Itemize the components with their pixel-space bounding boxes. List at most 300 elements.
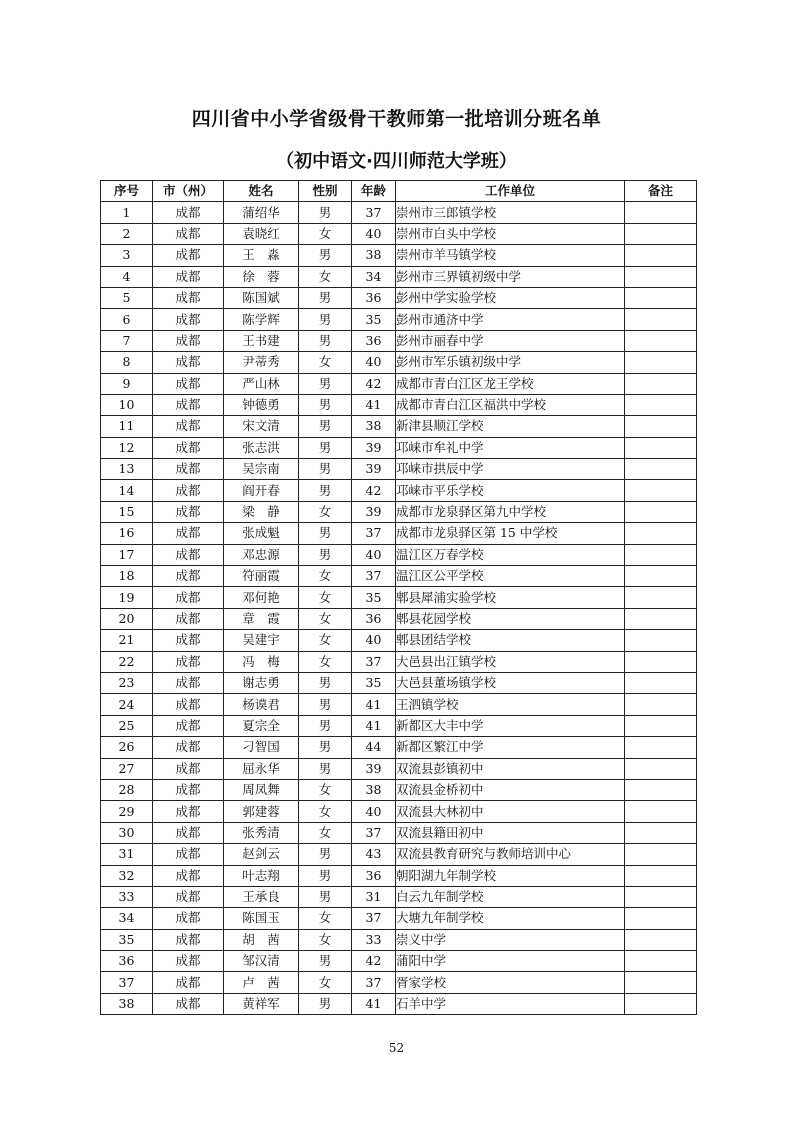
- row-workplace: 大邑县董场镇学校: [396, 672, 625, 693]
- row-gender: 男: [299, 459, 352, 480]
- row-gender: 男: [299, 993, 352, 1014]
- table-row: [101, 844, 697, 865]
- table-row: [101, 587, 697, 608]
- row-gender: 男: [299, 480, 352, 501]
- row-index: 18: [101, 566, 153, 587]
- row-city: 成都: [153, 437, 224, 458]
- row-remarks: [625, 266, 697, 287]
- row-age: 37: [352, 822, 396, 843]
- row-age: 44: [352, 737, 396, 758]
- row-age: 41: [352, 394, 396, 415]
- row-remarks: [625, 416, 697, 437]
- row-city: 成都: [153, 330, 224, 351]
- row-workplace: 白云九年制学校: [396, 886, 625, 907]
- row-gender: 男: [299, 245, 352, 266]
- row-gender: 女: [299, 352, 352, 373]
- row-index: 23: [101, 672, 153, 693]
- row-city: 成都: [153, 266, 224, 287]
- table-row: [101, 245, 697, 266]
- table-row: [101, 694, 697, 715]
- row-workplace: 彭州市军乐镇初级中学: [396, 352, 625, 373]
- row-remarks: [625, 394, 697, 415]
- row-remarks: [625, 908, 697, 929]
- row-name: 王书建: [224, 330, 299, 351]
- row-age: 39: [352, 758, 396, 779]
- row-city: 成都: [153, 223, 224, 244]
- row-remarks: [625, 993, 697, 1014]
- row-gender: 女: [299, 929, 352, 950]
- row-gender: 男: [299, 865, 352, 886]
- row-workplace: 崇义中学: [396, 929, 625, 950]
- row-name: 吴建宇: [224, 630, 299, 651]
- row-gender: 男: [299, 672, 352, 693]
- row-city: 成都: [153, 972, 224, 993]
- row-name: 邓何艳: [224, 587, 299, 608]
- row-workplace: 崇州市白头中学校: [396, 223, 625, 244]
- row-city: 成都: [153, 737, 224, 758]
- row-age: 41: [352, 715, 396, 736]
- row-gender: 女: [299, 266, 352, 287]
- row-remarks: [625, 865, 697, 886]
- row-city: 成都: [153, 459, 224, 480]
- row-age: 39: [352, 501, 396, 522]
- table-row: [101, 459, 697, 480]
- row-remarks: [625, 972, 697, 993]
- row-remarks: [625, 587, 697, 608]
- table-row: [101, 758, 697, 779]
- row-city: 成都: [153, 886, 224, 907]
- row-remarks: [625, 737, 697, 758]
- row-remarks: [625, 779, 697, 800]
- row-remarks: [625, 373, 697, 394]
- row-age: 36: [352, 865, 396, 886]
- row-city: 成都: [153, 908, 224, 929]
- row-city: 成都: [153, 202, 224, 223]
- row-index: 34: [101, 908, 153, 929]
- table-row: [101, 865, 697, 886]
- row-name: 张秀清: [224, 822, 299, 843]
- row-remarks: [625, 352, 697, 373]
- row-age: 36: [352, 608, 396, 629]
- row-index: 2: [101, 223, 153, 244]
- table-header-row: [101, 181, 697, 202]
- table-row: [101, 801, 697, 822]
- row-remarks: [625, 672, 697, 693]
- row-age: 39: [352, 459, 396, 480]
- row-city: 成都: [153, 245, 224, 266]
- row-city: 成都: [153, 566, 224, 587]
- table-row: [101, 715, 697, 736]
- row-workplace: 双流县金桥初中: [396, 779, 625, 800]
- row-index: 10: [101, 394, 153, 415]
- table-row: [101, 287, 697, 308]
- row-index: 16: [101, 523, 153, 544]
- row-index: 11: [101, 416, 153, 437]
- table-row: [101, 437, 697, 458]
- row-age: 42: [352, 373, 396, 394]
- table-row: [101, 951, 697, 972]
- row-workplace: 双流县籍田初中: [396, 822, 625, 843]
- row-city: 成都: [153, 758, 224, 779]
- row-remarks: [625, 758, 697, 779]
- row-workplace: 彭州市三界镇初级中学: [396, 266, 625, 287]
- row-name: 张志洪: [224, 437, 299, 458]
- row-name: 徐 蓉: [224, 266, 299, 287]
- table-row: [101, 908, 697, 929]
- row-gender: 男: [299, 886, 352, 907]
- row-gender: 女: [299, 587, 352, 608]
- row-index: 27: [101, 758, 153, 779]
- row-index: 8: [101, 352, 153, 373]
- row-remarks: [625, 309, 697, 330]
- row-workplace: 彭州市丽春中学: [396, 330, 625, 351]
- row-gender: 女: [299, 801, 352, 822]
- row-age: 35: [352, 587, 396, 608]
- row-remarks: [625, 715, 697, 736]
- row-name: 蒲绍华: [224, 202, 299, 223]
- table-row: [101, 480, 697, 501]
- row-remarks: [625, 501, 697, 522]
- row-index: 19: [101, 587, 153, 608]
- row-name: 邹汉清: [224, 951, 299, 972]
- row-age: 41: [352, 694, 396, 715]
- row-remarks: [625, 801, 697, 822]
- row-index: 28: [101, 779, 153, 800]
- row-gender: 女: [299, 822, 352, 843]
- row-age: 40: [352, 352, 396, 373]
- row-remarks: [625, 608, 697, 629]
- row-age: 37: [352, 523, 396, 544]
- row-gender: 男: [299, 758, 352, 779]
- row-city: 成都: [153, 501, 224, 522]
- row-index: 22: [101, 651, 153, 672]
- row-name: 黄祥军: [224, 993, 299, 1014]
- row-index: 3: [101, 245, 153, 266]
- row-name: 章 霞: [224, 608, 299, 629]
- row-city: 成都: [153, 694, 224, 715]
- row-gender: 男: [299, 309, 352, 330]
- row-index: 13: [101, 459, 153, 480]
- table-row: [101, 822, 697, 843]
- row-remarks: [625, 544, 697, 565]
- row-gender: 男: [299, 737, 352, 758]
- table-row: [101, 544, 697, 565]
- row-age: 40: [352, 544, 396, 565]
- row-index: 33: [101, 886, 153, 907]
- row-age: 37: [352, 908, 396, 929]
- row-index: 26: [101, 737, 153, 758]
- header-name: 姓名: [224, 181, 299, 202]
- row-gender: 女: [299, 630, 352, 651]
- row-name: 冯 梅: [224, 651, 299, 672]
- table-row: [101, 993, 697, 1014]
- row-city: 成都: [153, 779, 224, 800]
- row-remarks: [625, 523, 697, 544]
- row-remarks: [625, 844, 697, 865]
- table-row: [101, 501, 697, 522]
- row-gender: 女: [299, 223, 352, 244]
- row-index: 15: [101, 501, 153, 522]
- row-gender: 男: [299, 523, 352, 544]
- row-age: 37: [352, 651, 396, 672]
- row-gender: 男: [299, 373, 352, 394]
- row-workplace: 郫县犀浦实验学校: [396, 587, 625, 608]
- row-remarks: [625, 459, 697, 480]
- row-remarks: [625, 287, 697, 308]
- row-gender: 男: [299, 330, 352, 351]
- row-gender: 男: [299, 394, 352, 415]
- table-row: [101, 523, 697, 544]
- row-city: 成都: [153, 480, 224, 501]
- row-workplace: 石羊中学: [396, 993, 625, 1014]
- row-remarks: [625, 330, 697, 351]
- row-age: 40: [352, 801, 396, 822]
- row-age: 39: [352, 437, 396, 458]
- row-index: 6: [101, 309, 153, 330]
- table-row: [101, 266, 697, 287]
- row-remarks: [625, 630, 697, 651]
- row-index: 5: [101, 287, 153, 308]
- row-remarks: [625, 480, 697, 501]
- row-workplace: 成都市龙泉驿区第九中学校: [396, 501, 625, 522]
- row-name: 夏宗全: [224, 715, 299, 736]
- row-age: 37: [352, 566, 396, 587]
- row-name: 吴宗南: [224, 459, 299, 480]
- row-age: 34: [352, 266, 396, 287]
- row-gender: 女: [299, 651, 352, 672]
- row-remarks: [625, 245, 697, 266]
- table-row: [101, 202, 697, 223]
- row-remarks: [625, 951, 697, 972]
- row-workplace: 成都市青白江区龙王学校: [396, 373, 625, 394]
- row-remarks: [625, 929, 697, 950]
- table-row: [101, 651, 697, 672]
- row-workplace: 王泗镇学校: [396, 694, 625, 715]
- row-name: 周凤舞: [224, 779, 299, 800]
- row-city: 成都: [153, 651, 224, 672]
- header-city: 市（州）: [153, 181, 224, 202]
- row-workplace: 胥家学校: [396, 972, 625, 993]
- row-city: 成都: [153, 801, 224, 822]
- row-gender: 男: [299, 951, 352, 972]
- row-city: 成都: [153, 929, 224, 950]
- row-age: 40: [352, 630, 396, 651]
- table-row: [101, 630, 697, 651]
- row-age: 35: [352, 309, 396, 330]
- row-gender: 男: [299, 544, 352, 565]
- row-index: 32: [101, 865, 153, 886]
- table-row: [101, 929, 697, 950]
- row-index: 9: [101, 373, 153, 394]
- row-name: 卢 茜: [224, 972, 299, 993]
- row-workplace: 温江区万春学校: [396, 544, 625, 565]
- row-index: 25: [101, 715, 153, 736]
- row-city: 成都: [153, 287, 224, 308]
- table-row: [101, 330, 697, 351]
- row-index: 1: [101, 202, 153, 223]
- row-city: 成都: [153, 951, 224, 972]
- row-age: 38: [352, 779, 396, 800]
- row-gender: 男: [299, 844, 352, 865]
- header-gender: 性别: [299, 181, 352, 202]
- row-age: 41: [352, 993, 396, 1014]
- header-index: 序号: [101, 181, 153, 202]
- row-remarks: [625, 822, 697, 843]
- row-remarks: [625, 651, 697, 672]
- table-row: [101, 672, 697, 693]
- table-row: [101, 373, 697, 394]
- document-subtitle: （初中语文·四川师范大学班）: [276, 151, 517, 172]
- row-name: 严山林: [224, 373, 299, 394]
- row-index: 12: [101, 437, 153, 458]
- row-index: 7: [101, 330, 153, 351]
- row-index: 14: [101, 480, 153, 501]
- row-workplace: 邛崃市拱辰中学: [396, 459, 625, 480]
- row-workplace: 双流县教育研究与教师培训中心: [396, 844, 625, 865]
- table-row: [101, 737, 697, 758]
- row-age: 38: [352, 245, 396, 266]
- row-age: 36: [352, 330, 396, 351]
- row-workplace: 温江区公平学校: [396, 566, 625, 587]
- row-workplace: 邛崃市牟礼中学: [396, 437, 625, 458]
- row-age: 36: [352, 287, 396, 308]
- table-row: [101, 394, 697, 415]
- row-remarks: [625, 223, 697, 244]
- row-index: 17: [101, 544, 153, 565]
- row-gender: 男: [299, 416, 352, 437]
- row-city: 成都: [153, 309, 224, 330]
- row-name: 王承良: [224, 886, 299, 907]
- row-workplace: 新都区大丰中学: [396, 715, 625, 736]
- row-city: 成都: [153, 416, 224, 437]
- row-age: 37: [352, 972, 396, 993]
- row-index: 35: [101, 929, 153, 950]
- row-name: 郭建蓉: [224, 801, 299, 822]
- row-age: 38: [352, 416, 396, 437]
- header-age: 年龄: [352, 181, 396, 202]
- row-age: 31: [352, 886, 396, 907]
- row-workplace: 成都市青白江区福洪中学校: [396, 394, 625, 415]
- row-name: 陈学辉: [224, 309, 299, 330]
- row-gender: 女: [299, 972, 352, 993]
- row-city: 成都: [153, 715, 224, 736]
- row-index: 4: [101, 266, 153, 287]
- row-workplace: 邛崃市平乐学校: [396, 480, 625, 501]
- row-name: 钟德勇: [224, 394, 299, 415]
- row-remarks: [625, 694, 697, 715]
- row-workplace: 新都区繁江中学: [396, 737, 625, 758]
- row-name: 阎开春: [224, 480, 299, 501]
- header-remarks: 备注: [625, 181, 697, 202]
- row-city: 成都: [153, 630, 224, 651]
- row-workplace: 蒲阳中学: [396, 951, 625, 972]
- table-row: [101, 972, 697, 993]
- row-workplace: 成都市龙泉驿区第 15 中学校: [396, 523, 625, 544]
- row-index: 31: [101, 844, 153, 865]
- row-name: 袁晓红: [224, 223, 299, 244]
- row-index: 24: [101, 694, 153, 715]
- row-name: 杨谟君: [224, 694, 299, 715]
- row-name: 梁 静: [224, 501, 299, 522]
- table-row: [101, 566, 697, 587]
- table-row: [101, 608, 697, 629]
- row-workplace: 崇州市三郎镇学校: [396, 202, 625, 223]
- table-row: [101, 223, 697, 244]
- table-row: [101, 309, 697, 330]
- row-gender: 男: [299, 287, 352, 308]
- row-gender: 女: [299, 608, 352, 629]
- page-number: 52: [388, 1041, 405, 1055]
- row-workplace: 新津县顺江学校: [396, 416, 625, 437]
- row-name: 符丽霞: [224, 566, 299, 587]
- row-index: 30: [101, 822, 153, 843]
- row-workplace: 大邑县出江镇学校: [396, 651, 625, 672]
- row-age: 35: [352, 672, 396, 693]
- row-index: 37: [101, 972, 153, 993]
- row-city: 成都: [153, 373, 224, 394]
- roster-table: [100, 180, 697, 1015]
- row-workplace: 双流县彭镇初中: [396, 758, 625, 779]
- row-gender: 男: [299, 694, 352, 715]
- table-row: [101, 779, 697, 800]
- row-name: 陈国斌: [224, 287, 299, 308]
- row-city: 成都: [153, 822, 224, 843]
- header-workplace: 工作单位: [396, 181, 625, 202]
- row-city: 成都: [153, 672, 224, 693]
- row-city: 成都: [153, 544, 224, 565]
- row-city: 成都: [153, 394, 224, 415]
- row-workplace: 朝阳湖九年制学校: [396, 865, 625, 886]
- row-gender: 男: [299, 202, 352, 223]
- row-name: 尹蒂秀: [224, 352, 299, 373]
- row-city: 成都: [153, 587, 224, 608]
- row-name: 胡 茜: [224, 929, 299, 950]
- row-city: 成都: [153, 523, 224, 544]
- row-workplace: 双流县大林初中: [396, 801, 625, 822]
- row-workplace: 郫县花园学校: [396, 608, 625, 629]
- table-row: [101, 352, 697, 373]
- row-index: 36: [101, 951, 153, 972]
- row-workplace: 大塘九年制学校: [396, 908, 625, 929]
- row-remarks: [625, 202, 697, 223]
- row-index: 29: [101, 801, 153, 822]
- row-gender: 女: [299, 566, 352, 587]
- row-remarks: [625, 437, 697, 458]
- row-remarks: [625, 886, 697, 907]
- row-workplace: 崇州市羊马镇学校: [396, 245, 625, 266]
- row-age: 37: [352, 202, 396, 223]
- row-age: 42: [352, 951, 396, 972]
- row-name: 赵剑云: [224, 844, 299, 865]
- table-row: [101, 886, 697, 907]
- row-name: 叶志翔: [224, 865, 299, 886]
- row-name: 刁智国: [224, 737, 299, 758]
- row-gender: 女: [299, 501, 352, 522]
- row-gender: 男: [299, 715, 352, 736]
- row-age: 33: [352, 929, 396, 950]
- row-index: 38: [101, 993, 153, 1014]
- row-name: 陈国玉: [224, 908, 299, 929]
- row-city: 成都: [153, 608, 224, 629]
- row-workplace: 郫县团结学校: [396, 630, 625, 651]
- row-city: 成都: [153, 844, 224, 865]
- row-name: 屈永华: [224, 758, 299, 779]
- row-age: 43: [352, 844, 396, 865]
- row-name: 邓忠源: [224, 544, 299, 565]
- row-gender: 女: [299, 779, 352, 800]
- row-gender: 女: [299, 908, 352, 929]
- table-row: [101, 416, 697, 437]
